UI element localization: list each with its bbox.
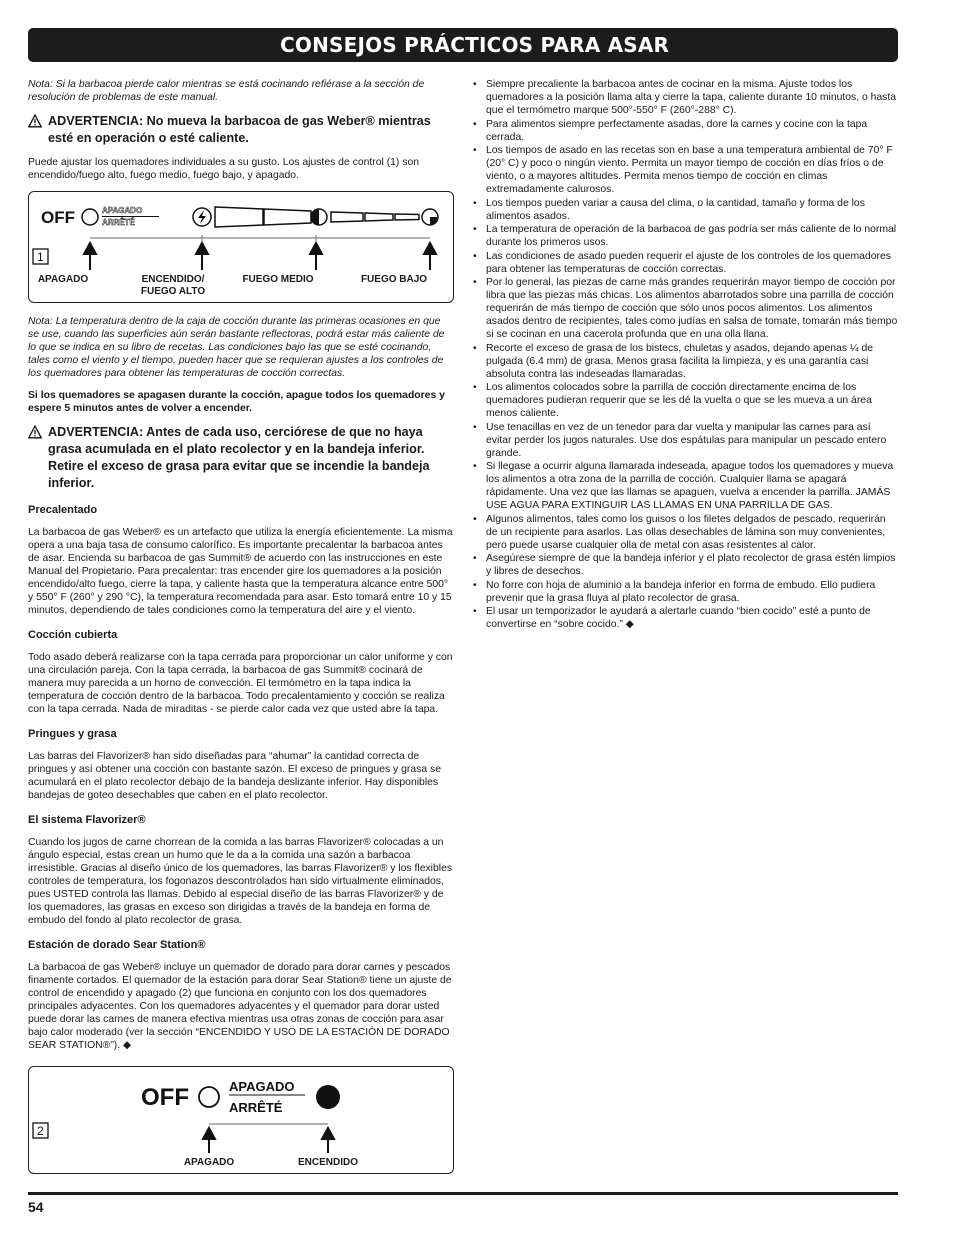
medium-flame-bar xyxy=(264,209,311,225)
label-encendido: ENCENDIDO xyxy=(297,1157,358,1168)
warning-text: ADVERTENCIA: No mueva la barbacoa de gas Weber® mientras esté en operación o esté caliente. xyxy=(48,114,431,145)
burner-out-note: Si los quemadores se apagasen durante la cocción, apague todos los quemadores y espere 5 minutos antes de volver a encender. xyxy=(28,390,445,414)
grilling-tips-list xyxy=(473,78,898,631)
text-precalentado: La barbacoa de gas Weber® es un artefacto que utiliza la energía eficientemente. La misma opera a una baja tasa de consumo calorífico. Es importante precalentar la barbacoa antes de asar. Encienda su barbacoa de gas Summit® de acuerdo con las instrucciones en este Manual del Propietario. Para precalentar: tras encender gire los quemadores a la posición encendido/alto fuego, cierre la tapa, y caliente hasta que la temperatura alcance entre 500° y 550° F (260° y 290 °C), la temperatura recomendada para asar. Esto tomará entre 10 y 15 minutos, dependiendo de tales condiciones como la temperatura del aire y el viento. xyxy=(28,527,453,616)
figure-number: 1 xyxy=(37,250,44,264)
burner-control-diagram xyxy=(28,191,454,303)
on-filled-circle-icon xyxy=(316,1085,340,1109)
setting-arrows xyxy=(84,243,436,270)
warning-grease xyxy=(28,424,454,492)
page-title: CONSEJOS PRÁCTICOS PARA ASAR xyxy=(28,28,898,62)
heading-precalentado: Precalentado xyxy=(28,504,98,516)
arrete-text: ARRÊTÉ xyxy=(229,1100,283,1115)
warning-triangle-icon xyxy=(28,425,42,439)
off-circle-icon xyxy=(82,209,98,225)
setting-arrows xyxy=(203,1128,334,1153)
heading-coccion-cubierta: Cocción cubierta xyxy=(28,629,118,641)
low-flame-bar-3 xyxy=(395,214,419,220)
list-item: • Recorte el exceso de grasa de los bistecs, chuletas y asados, dejando apenas ¼ de pulgada (6.4 mm) de grasa. Menos grasa facilita la limpieza, y es una garantía casi absoluta contra las indeseadas llamaradas. xyxy=(473,342,898,381)
control-settings-intro: Puede ajustar los quemadores individuales a su gusto. Los ajustes de control (1) son encendido/fuego alto, fuego medio, fuego bajo, y apagado. xyxy=(28,157,420,181)
sear-station-control-diagram xyxy=(28,1066,454,1174)
warning-text: ADVERTENCIA: Antes de cada uso, cerciórese de que no haya grasa acumulada en el plato recolector y en la bandeja inferior. Retire el exceso de grasa para evitar que se incendie la bandeja inferior. xyxy=(48,425,430,490)
text-flavorizer: Cuando los jugos de carne chorrean de la comida a las barras Flavorizer® colocadas a un ángulo especial, estas crean un humo que le da a la comida una sazón a barbacoa irresistible. Gracias al diseño único de los quemadores, las barras Flavorizer® y los flexibles controles de temperatura, los fogonazos descontrolados han sido virtualmente eliminados, pues USTED controla las llamas. Debido al especial diseño de las barras Flavorizer® y de los quemadores, las grasas en exceso son dirigidas a través de la bandeja en forma de embudo del fondo al plato recolector de grasa. xyxy=(28,837,453,926)
heading-sear-station: Estación de dorado Sear Station® xyxy=(28,939,206,951)
list-item: • Los tiempos de asado en las recetas son en base a una temperatura ambiental de 70° F (20° C) y poco o ningún viento. Permita un mayor tiempo de cocción en días fríos o de viento, o a mayores altitudes. Permita menos tiempo de cocción en climas extremadamente calurosos. xyxy=(473,144,898,196)
arrete-outline-text: ARRÊTÉ xyxy=(102,218,135,227)
label-apagado: APAGADO xyxy=(183,1157,235,1168)
right-column xyxy=(473,78,898,632)
list-item: • Por lo general, las piezas de carne más grandes requerirán mayor tiempo de cocción por libra que las piezas más chicas. Los alimentos abarrotados sobre una parrilla de cocción requerirán de más tiempo de cocción que sólo unos pocos alimentos. Los alimentos asados dentro de recipientes, tales como judías en salsa de tomate, tomarán más tiempo si se cocinan en una cacerola profunda que en una olla llana. xyxy=(473,276,898,341)
high-flame-bar xyxy=(215,207,263,227)
warning-triangle-icon xyxy=(28,114,42,128)
off-text: OFF xyxy=(41,208,75,227)
list-item: • Algunos alimentos, tales como los guisos o los filetes delgados de pescado, requerirán de un recipiente para asarlos. Las ollas desechables de lámina son muy convenientes, pero puede usarse cualquier olla de metal con asas resistentes al calor. xyxy=(473,513,898,552)
apagado-outline-text: APAGADO xyxy=(102,206,143,215)
off-circle-icon xyxy=(199,1087,219,1107)
list-item: • La temperatura de operación de la barbacoa de gas podría ser más caliente de lo normal durante los primeros usos. xyxy=(473,223,898,249)
label-fuego-medio: FUEGO MEDIO xyxy=(242,274,314,285)
label-fuego-bajo: FUEGO BAJO xyxy=(360,274,428,285)
figure-number: 2 xyxy=(37,1124,44,1138)
left-column xyxy=(28,78,454,1186)
text-sear-station: La barbacoa de gas Weber® incluye un quemador de dorado para dorar carnes y pescados finamente cortados. El quemador de la estación para dorar Sear Station® tiene un ajuste de control de encendido y apagado (2) que funciona en conjunto con los dos quemadores principales adyacentes. Con los quemadores adyacentes y el quemador para dorar usted puede dorar las carnes de manera efectiva mientras usa otras zonas de cocción para asar bajo calor moderado (ver la sección “ENCENDIDO Y USO DE LA ESTACIÓN DE DORADO SEAR STATION®”). ◆ xyxy=(28,962,452,1051)
note-temperature: Nota: La temperatura dentro de la caja de cocción durante las primeras ocasiones en que se use, cuando las superficies aún serán bastante reflectoras, podrá estar más caliente de lo que se indica en su libro de recetas. Las condiciones bajo las que se esté cocinando, tales como el viento y el tiempo, pueden hacer que se requieran ajustes a los controles de los quemadores para obtener las temperaturas de cocción correctas. xyxy=(28,316,445,379)
list-item: • Para alimentos siempre perfectamente asadas, dore la carnes y cocine con la tapa cerrada. xyxy=(473,118,898,144)
warning-do-not-move xyxy=(28,113,454,147)
footer-rule xyxy=(28,1192,898,1195)
list-item: • Siempre precaliente la barbacoa antes de cocinar en la misma. Ajuste todos los quemadores a la posición llama alta y cierre la tapa, caliente durante 10 minutos, o hasta que el termómetro marque 500°-550° F (260°-288° C). xyxy=(473,78,898,117)
heading-pringues-grasa: Pringues y grasa xyxy=(28,728,117,740)
heading-flavorizer: El sistema Flavorizer® xyxy=(28,814,146,826)
off-text: OFF xyxy=(141,1084,189,1111)
apagado-text: APAGADO xyxy=(229,1079,295,1094)
note-heat-loss: Nota: Si la barbacoa pierde calor mientras se está cocinando refiérase a la sección de resolución de problemas de este manual. xyxy=(28,79,425,103)
list-item: • Use tenacillas en vez de un tenedor para dar vuelta y manipular las carnes para así evitar perder los jugos naturales. Use dos espátulas para manipular un pescado entero grande. xyxy=(473,421,898,460)
page-number: 54 xyxy=(28,1199,44,1215)
label-encendido-fuego-alto: ENCENDIDO/ FUEGO ALTO xyxy=(140,274,206,297)
ignition-flame-icon xyxy=(193,208,211,226)
text-coccion-cubierta: Todo asado deberá realizarse con la tapa cerrada para proporcionar un calor uniforme y con una circulación pareja. Con la tapa cerrada, la barbacoa de gas Summit® cocinará de manera muy parecida a un horno de convección. El termómetro en la tapa indica la temperatura de cocción dentro de la barbacoa. Todo precalentamiento y cocción se realiza con la tapa cerrada. Nada de miraditas - se pierde calor cada vez que usted abre la tapa. xyxy=(28,652,453,715)
list-item: • Si llegase a ocurrir alguna llamarada indeseada, apague todos los quemadores y mueva los alimentos a otra zona de la parrilla de cocción. Cualquier llama se apagará rápidamente. Una vez que las llamas se apaguen, vuelva a encender la parrilla. JAMÁS USE AGUA PARA EXTINGUIR LAS LLAMAS EN UNA PARRILLA DE GAS. xyxy=(473,460,898,512)
low-flame-bar-1 xyxy=(331,212,363,222)
list-item: • Asegúrese siempre de que la bandeja inferior y el plato recolector de grasa estén limpios y libres de desechos. xyxy=(473,552,898,578)
label-apagado: APAGADO xyxy=(37,274,89,285)
medium-setting-icon xyxy=(311,209,327,225)
list-item: • Los tiempos pueden variar a causa del clima, o la cantidad, tamaño y forma de los alimentos asados. xyxy=(473,197,898,223)
low-setting-icon xyxy=(422,209,438,225)
list-item: • El usar un temporizador le ayudará a alertarle cuando “bien cocido” esté a punto de convertirse en “sobre cocido.” ◆ xyxy=(473,605,898,631)
list-item: • No forre con hoja de aluminio a la bandeja inferior en forma de embudo. Ello pudiera prevenir que la grasa fluya al plato recolector de grasa. xyxy=(473,579,898,605)
list-item: • Los alimentos colocados sobre la parrilla de cocción directamente encima de los quemadores pudieran requerir que se les dé la vuelta o que se les mueva a un área menos caliente. xyxy=(473,381,898,420)
list-item: • Las condiciones de asado pueden requerir el ajuste de los controles de los quemadores para obtener las temperaturas de cocción correctas. xyxy=(473,250,898,276)
text-pringues-grasa: Las barras del Flavorizer® han sido diseñadas para “ahumar” la cantidad correcta de pringues y así obtener una cocción con bastante sazón. El exceso de pringues y grasa se acumulará en el plato recolector debajo de la bandeja deslizante inferior. Hay disponibles bandejas de goteo desechables que caben en el plato recolector. xyxy=(28,751,441,801)
low-flame-bar-2 xyxy=(365,213,393,221)
